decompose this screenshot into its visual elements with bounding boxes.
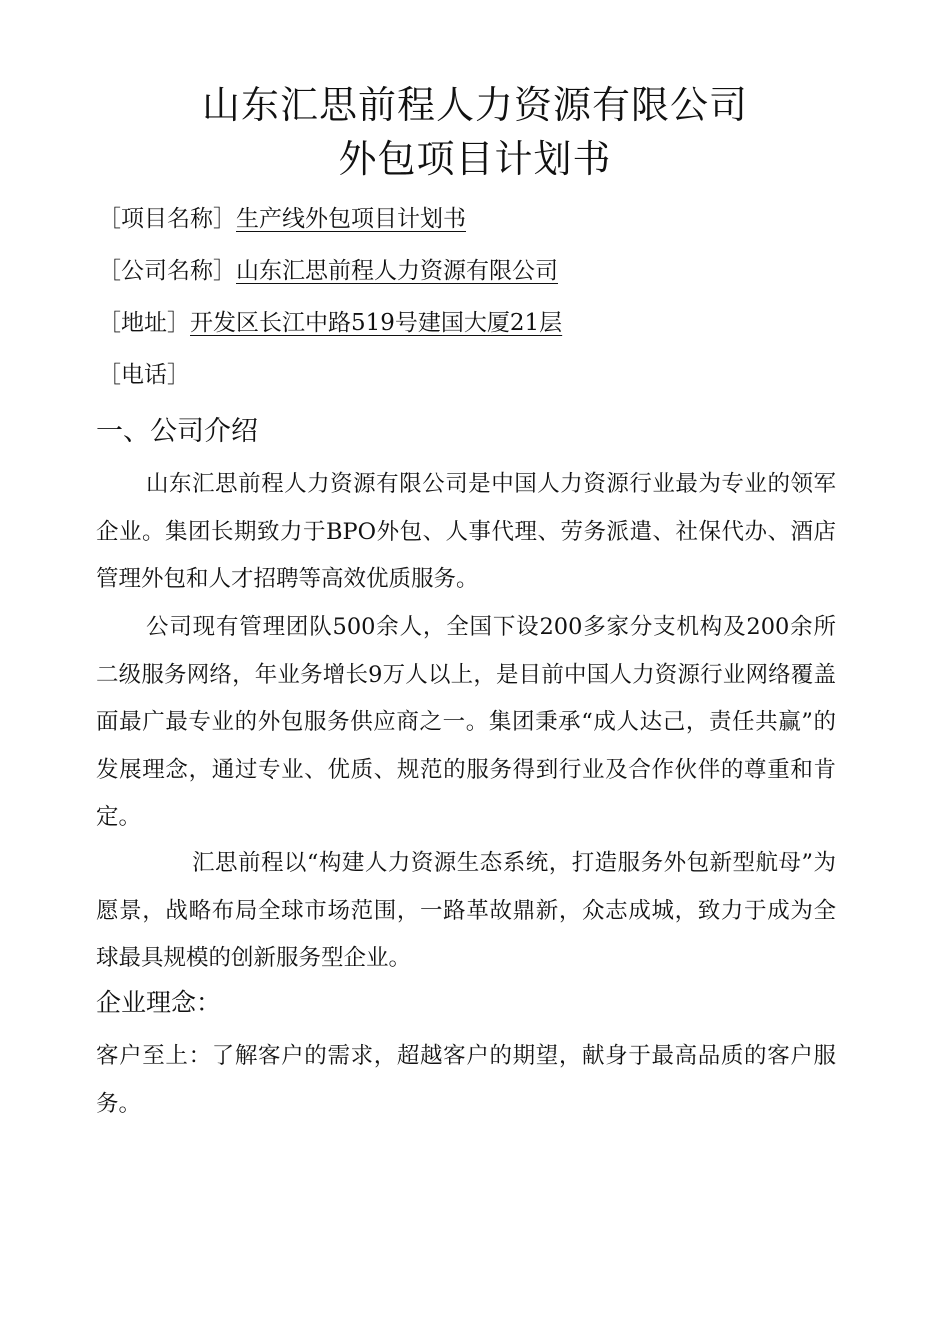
document-title-company: 山东汇思前程人力资源有限公司 xyxy=(201,83,748,127)
field-label: ［项目名称］ xyxy=(98,206,236,232)
paragraph-philosophy: 客户至上：了解客户的需求，超越客户的期望，献身于最高品质的客户服务。 xyxy=(96,1043,836,1117)
field-label: ［地址］ xyxy=(98,310,190,336)
section-heading-company-intro: 一、公司介绍 xyxy=(96,416,258,447)
paragraph-intro: 山东汇思前程人力资源有限公司是中国人力资源行业最为专业的领军企业。集团长期致力于BPO外包、人事代理、劳务派遣、社保代办、酒店管理外包和人才招聘等高效优质服务。 xyxy=(96,471,836,592)
field-label: ［电话］ xyxy=(98,362,190,388)
field-label: ［公司名称］ xyxy=(98,258,236,284)
field-phone xyxy=(98,364,190,387)
document-title-plan: 外包项目计划书 xyxy=(338,137,612,181)
paragraph-team: 公司现有管理团队500余人，全国下设200多家分支机构及200余所二级服务网络，年业务增长9万人以上，是目前中国人力资源行业网络覆盖面最广最专业的外包服务供应商之一。集团秉承“成人达己，责任共赢”的发展理念，通过专业、优质、规范的服务得到行业及合作伙伴的尊重和肯定。 xyxy=(96,614,836,830)
paragraph-vision: 汇思前程以“构建人力资源生态系统，打造服务外包新型航母”为愿景，战略布局全球市场范围，一路革故鼎新，众志成城，致力于成为全球最具规模的创新服务型企业。 xyxy=(96,850,836,971)
section-heading-philosophy: 企业理念： xyxy=(96,988,222,1017)
field-value: 开发区长江中路519号建国大厦21层 xyxy=(190,310,563,336)
field-value: 山东汇思前程人力资源有限公司 xyxy=(236,258,558,284)
field-value: 生产线外包项目计划书 xyxy=(236,206,466,232)
field-project-name xyxy=(98,208,466,231)
field-address xyxy=(98,312,562,335)
field-company-name xyxy=(98,260,558,283)
